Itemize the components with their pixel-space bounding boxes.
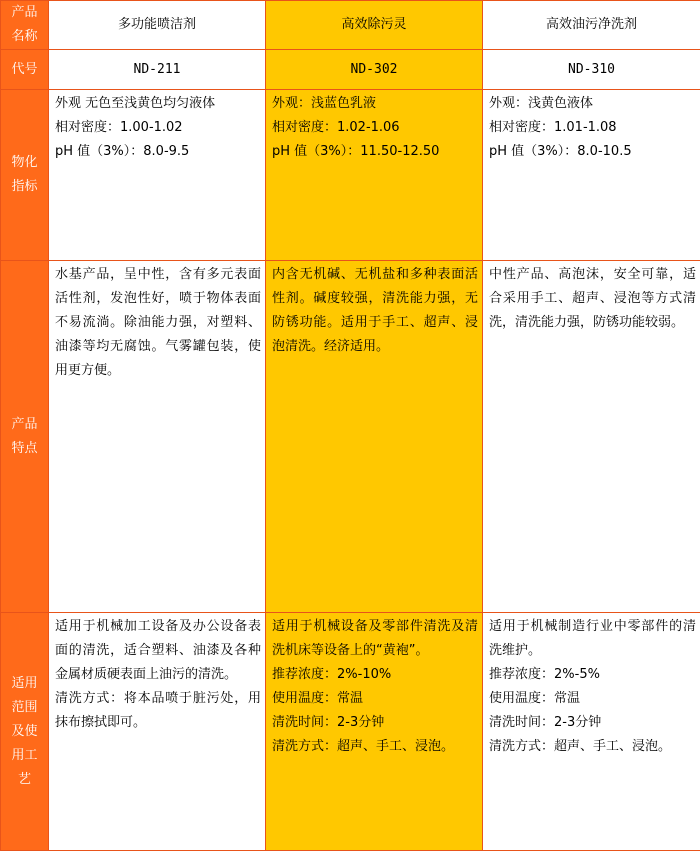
usage-time: 清洗时间：2-3分钟 <box>272 711 478 735</box>
product-name-2: 高效除污灵 <box>266 1 483 50</box>
product-name-3: 高效油污净洗剂 <box>483 1 700 50</box>
phys-appearance: 外观 无色至浅黄色均匀液体 <box>55 92 261 116</box>
product-name-1: 多功能喷洁剂 <box>49 1 266 50</box>
usage-scope: 适用于机械设备及零部件清洗及清洗机床等设备上的“黄袍”。 <box>272 615 478 663</box>
feature-text: 内含无机碱、无机盐和多种表面活性剂。碱度较强，清洗能力强，无防锈功能。适用于手工、超声、浸泡清洗。经济适用。 <box>272 263 478 359</box>
feature-cell-2 <box>266 261 483 613</box>
row-product-name <box>1 1 700 50</box>
phys-density: 相对密度：1.00-1.02 <box>55 116 261 140</box>
feature-text: 中性产品、高泡沫，安全可靠，适合采用手工、超声、浸泡等方式清洗，清洗能力强，防锈功能较弱。 <box>489 263 696 335</box>
phys-density: 相对密度：1.01-1.08 <box>489 116 696 140</box>
usage-concentration: 推荐浓度：2%-5% <box>489 663 696 687</box>
product-code-2: ND-302 <box>266 50 483 90</box>
usage-scope: 适用于机械制造行业中零部件的清洗维护。 <box>489 615 696 663</box>
usage-time: 清洗时间：2-3分钟 <box>489 711 696 735</box>
row-usage <box>1 613 700 851</box>
feature-cell-1 <box>49 261 266 613</box>
usage-temperature: 使用温度：常温 <box>272 687 478 711</box>
usage-method: 清洗方式：超声、手工、浸泡。 <box>272 735 478 759</box>
usage-method: 清洗方式：超声、手工、浸泡。 <box>489 735 696 759</box>
phys-cell-1 <box>49 90 266 261</box>
phys-appearance: 外观：浅蓝色乳液 <box>272 92 478 116</box>
usage-cell-2 <box>266 613 483 851</box>
row-features <box>1 261 700 613</box>
label-phys-indicators: 物化指标 <box>1 90 49 261</box>
label-code: 代号 <box>1 50 49 90</box>
phys-cell-2 <box>266 90 483 261</box>
usage-temperature: 使用温度：常温 <box>489 687 696 711</box>
usage-cell-3 <box>483 613 700 851</box>
label-features: 产品特点 <box>1 261 49 613</box>
phys-ph: pH 值（3%）：8.0-10.5 <box>489 140 696 164</box>
phys-density: 相对密度：1.02-1.06 <box>272 116 478 140</box>
product-code-1: ND-211 <box>49 50 266 90</box>
phys-ph: pH 值（3%）：11.50-12.50 <box>272 140 478 164</box>
usage-cell-1 <box>49 613 266 851</box>
label-usage: 适用范围及使用工艺 <box>1 613 49 851</box>
feature-cell-3 <box>483 261 700 613</box>
phys-appearance: 外观：浅黄色液体 <box>489 92 696 116</box>
usage-scope: 适用于机械加工设备及办公设备表面的清洗，适合塑料、油漆及各种金属材质硬表面上油污的清洗。 <box>55 615 261 687</box>
row-code <box>1 50 700 90</box>
feature-text: 水基产品，呈中性，含有多元表面活性剂，发泡性好，喷于物体表面不易流淌。除油能力强，对塑料、油漆等均无腐蚀。气雾罐包装，使用更方便。 <box>55 263 261 383</box>
usage-concentration: 推荐浓度：2%-10% <box>272 663 478 687</box>
product-code-3: ND-310 <box>483 50 700 90</box>
usage-method: 清洗方式：将本品喷于脏污处，用抹布擦拭即可。 <box>55 687 261 735</box>
phys-cell-3 <box>483 90 700 261</box>
row-phys-indicators <box>1 90 700 261</box>
phys-ph: pH 值（3%）：8.0-9.5 <box>55 140 261 164</box>
label-product-name: 产品名称 <box>1 1 49 50</box>
